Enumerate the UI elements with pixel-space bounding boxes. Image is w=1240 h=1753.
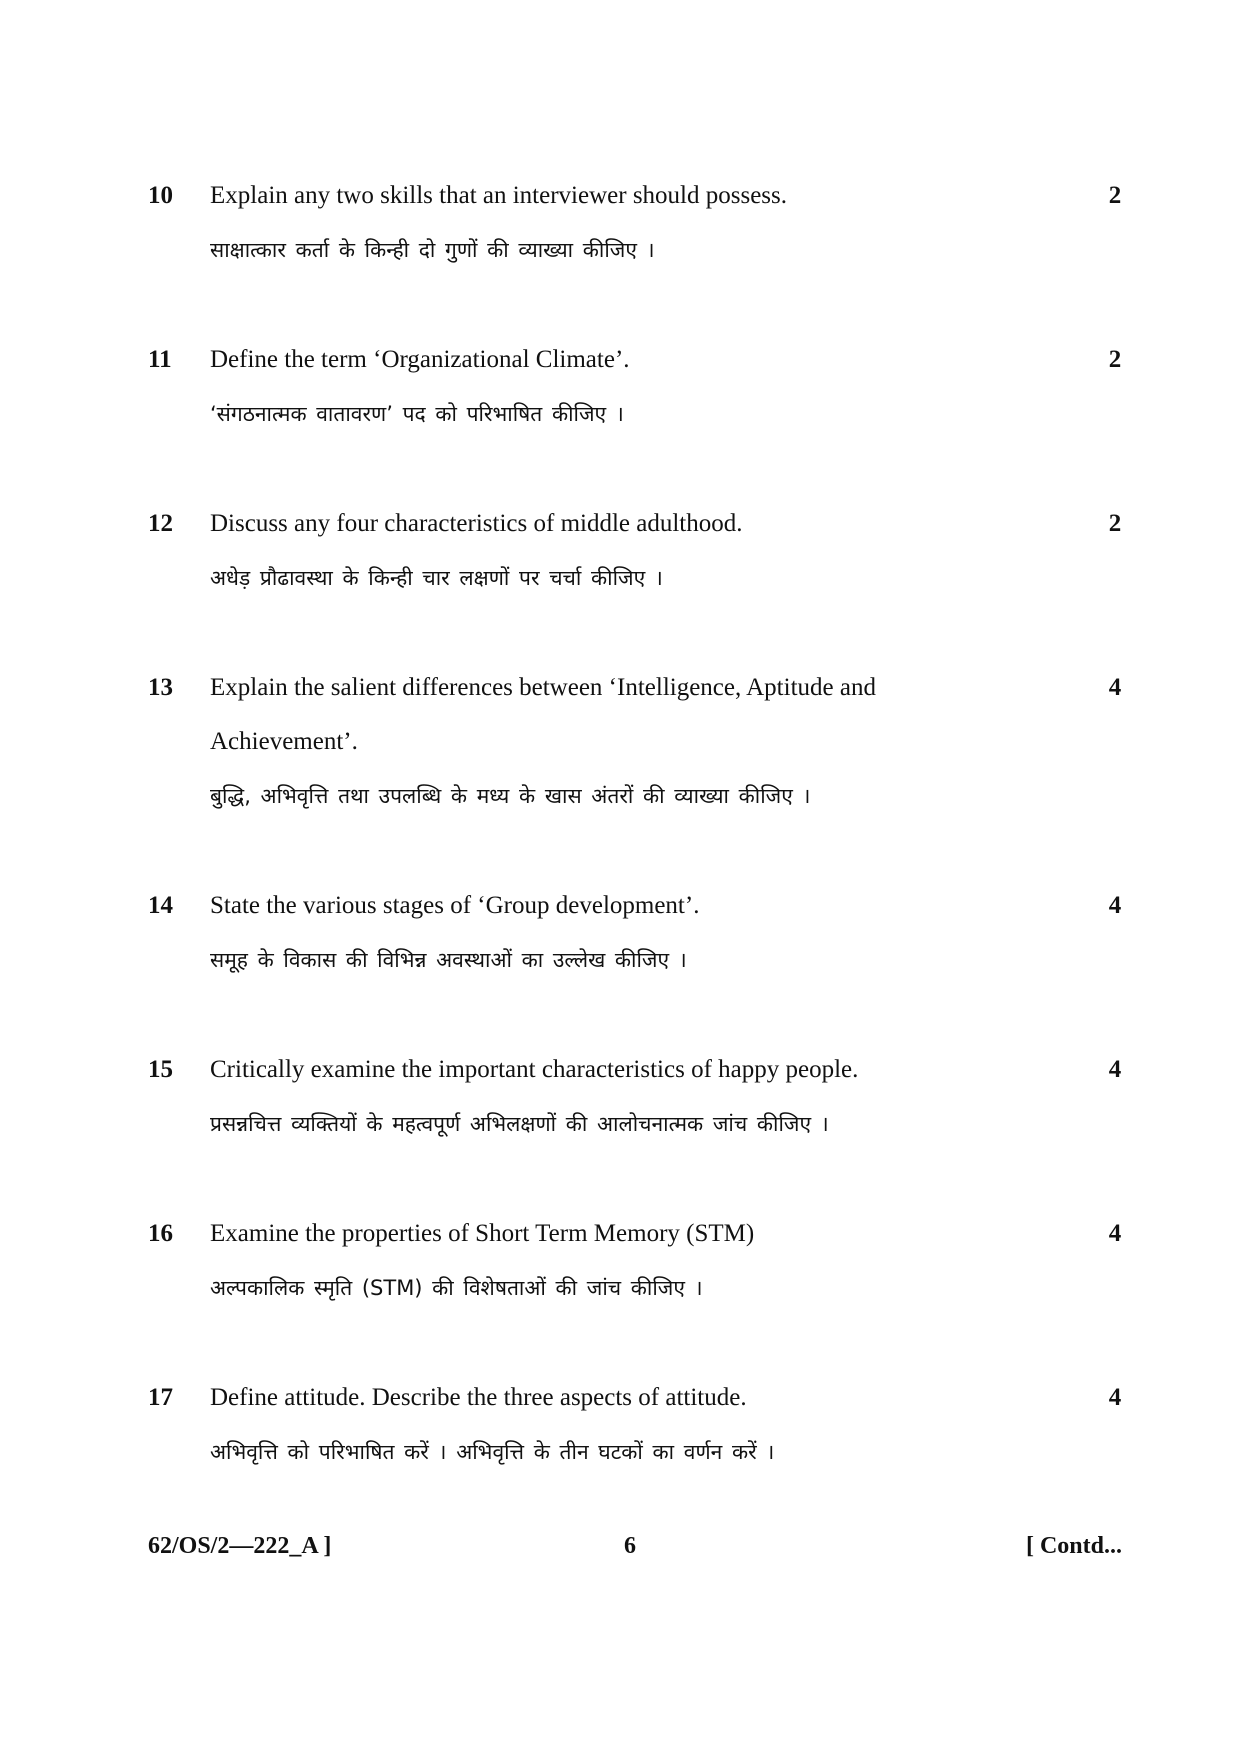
question-number: 15 xyxy=(148,1056,173,1083)
question-marks: 2 xyxy=(1108,182,1122,209)
question-number: 16 xyxy=(148,1220,173,1247)
question-marks: 4 xyxy=(1108,674,1122,701)
question-number: 13 xyxy=(148,674,173,701)
question-text-english: Define attitude. Describe the three aspects of attitude. xyxy=(210,1384,747,1411)
question-text-hindi: प्रसन्नचित्त व्यक्तियों के महत्वपूर्ण अभिलक्षणों की आलोचनात्मक जांच कीजिए । xyxy=(210,1112,829,1136)
question-text-hindi: समूह के विकास की विभिन्न अवस्थाओं का उल्लेख कीजिए । xyxy=(210,948,687,972)
paper-code: 62/OS/2—222_A ] xyxy=(148,1533,332,1559)
question-number: 12 xyxy=(148,510,173,537)
question-marks: 4 xyxy=(1108,892,1122,919)
question-text-english: Examine the properties of Short Term Memory (STM) xyxy=(210,1220,755,1247)
question-text-hindi: अभिवृत्ति को परिभाषित करें । अभिवृत्ति के तीन घटकों का वर्णन करें । xyxy=(210,1440,775,1464)
question-text-english: Critically examine the important characteristics of happy people. xyxy=(210,1056,859,1083)
page-footer xyxy=(0,1530,1240,1566)
question-marks: 4 xyxy=(1108,1384,1122,1411)
question-text-english: Discuss any four characteristics of middle adulthood. xyxy=(210,510,743,537)
question-text-english: Define the term ‘Organizational Climate’. xyxy=(210,346,630,373)
question-text-hindi: अल्पकालिक स्मृति (STM) की विशेषताओं की जांच कीजिए । xyxy=(210,1276,703,1300)
question-number: 17 xyxy=(148,1384,173,1411)
question-text-hindi: अधेड़ प्रौढावस्था के किन्ही चार लक्षणों पर चर्चा कीजिए । xyxy=(210,566,663,590)
question-marks: 4 xyxy=(1108,1220,1122,1247)
page-number: 6 xyxy=(624,1533,636,1559)
question-marks: 4 xyxy=(1108,1056,1122,1083)
question-marks: 2 xyxy=(1108,510,1122,537)
question-text-hindi: साक्षात्कार कर्ता के किन्ही दो गुणों की व्याख्या कीजिए । xyxy=(210,238,655,262)
question-text-hindi: बुद्धि, अभिवृत्ति तथा उपलब्धि के मध्य के खास अंतरों की व्याख्या कीजिए । xyxy=(210,784,811,808)
question-number: 14 xyxy=(148,892,173,919)
question-number: 11 xyxy=(148,346,172,373)
question-text-english: Explain the salient differences between ‘Intelligence, Aptitude and Achievement’. xyxy=(210,674,876,755)
question-text-hindi: ‘संगठनात्मक वातावरण’ पद को परिभाषित कीजिए । xyxy=(210,402,624,426)
question-marks: 2 xyxy=(1108,346,1122,373)
question-text-english: State the various stages of ‘Group development’. xyxy=(210,892,700,919)
question-number: 10 xyxy=(148,182,173,209)
continued-label: [ Contd... xyxy=(1025,1533,1122,1559)
question-text-english: Explain any two skills that an interviewer should possess. xyxy=(210,182,788,209)
